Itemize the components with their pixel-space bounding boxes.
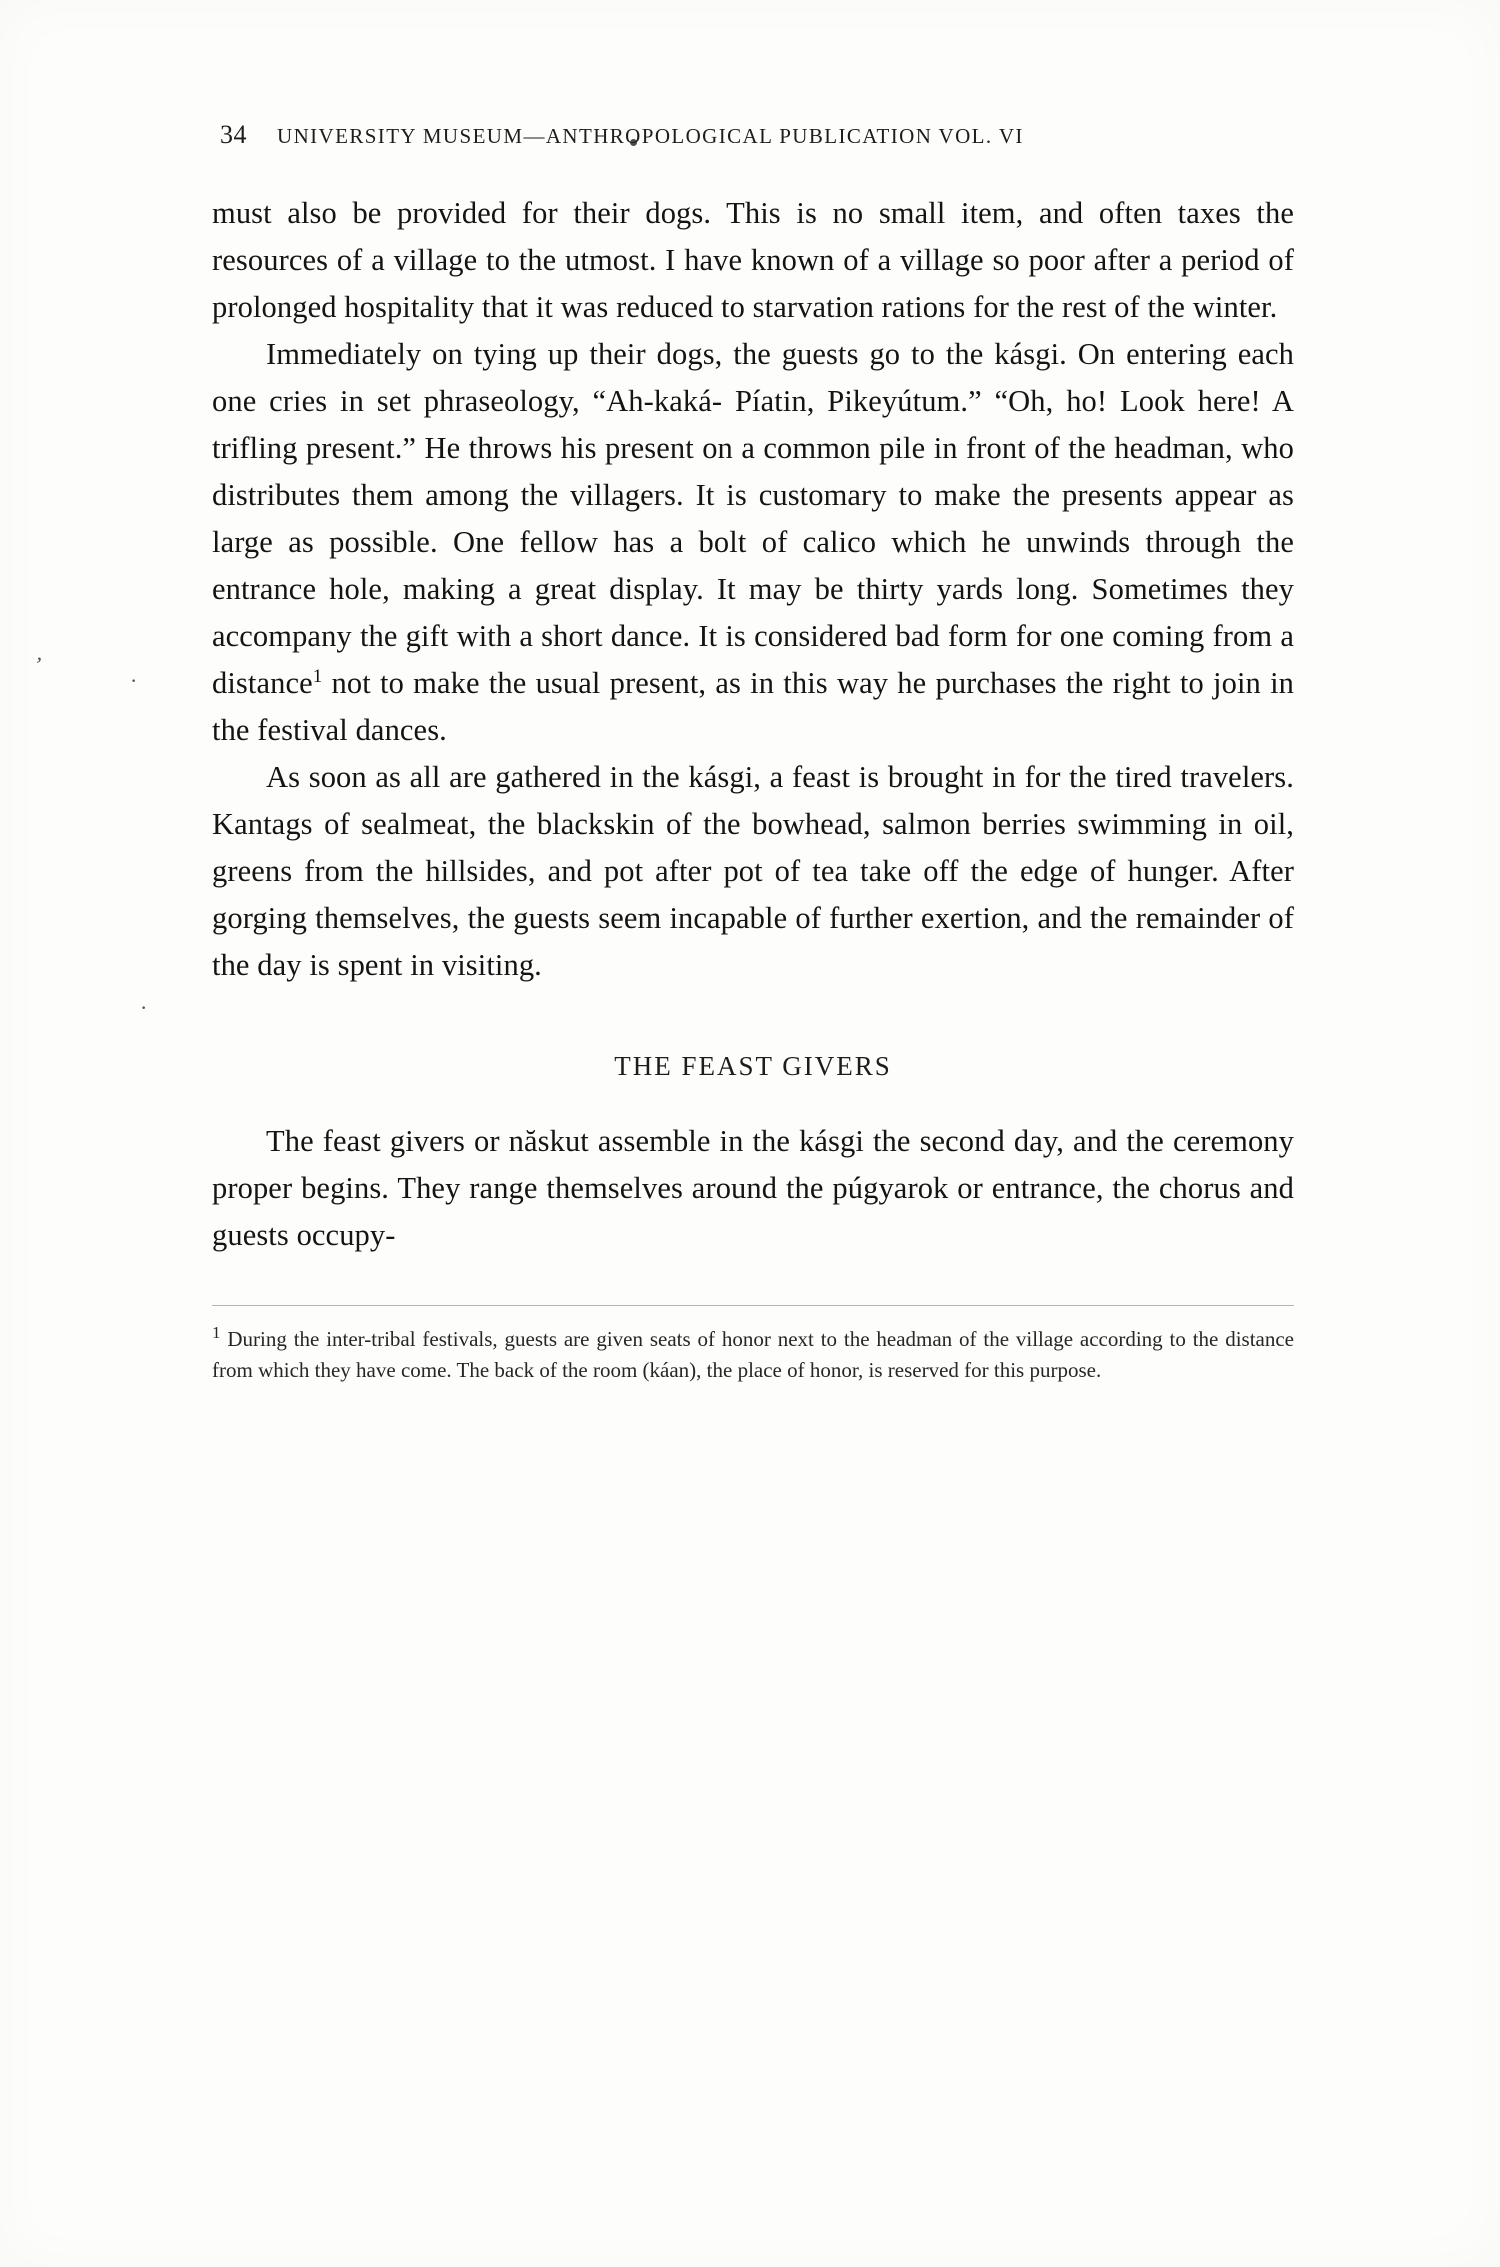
page-number: 34 <box>220 120 247 149</box>
running-head-title: UNIVERSITY MUSEUM—ANTHROPOLOGICAL PUBLICATION VOL. VI <box>277 124 1024 148</box>
footnote-reference-1: 1 <box>312 665 323 687</box>
margin-mark-dot-lower: · <box>140 995 148 1020</box>
footnote-1 <box>212 1324 1294 1386</box>
paragraph-2-text-before-note: Immediately on tying up their dogs, the guests go to the kásgi. On entering each one cries in set phraseology, “Ah-kaká- Píatin, Pikeyútum.” “Oh, ho! Look here! A trifling present.” He throws his present on a common pile in front of the headman, who distributes them among the villagers. It is customary to make the presents appear as large as possible. One fellow has a bolt of calico which he unwinds through the entrance hole, making a great display. It may be thirty yards long. Sometimes they accompany the gift with a short dance. It is considered bad form for one coming from a distance <box>212 337 1294 700</box>
page-content <box>212 120 1294 1386</box>
margin-mark-comma: , <box>35 639 47 666</box>
footnote-divider <box>212 1305 1294 1306</box>
paragraph-3: As soon as all are gathered in the kásgi, a feast is brought in for the tired travelers. Kantags of sealmeat, the blackskin of the bowhead, salmon berries swimming in oil, greens from the hillsides, and pot after pot of tea take off the edge of hunger. After gorging themselves, the guests seem incapable of further exertion, and the remainder of the day is spent in visiting. <box>212 760 1294 982</box>
footnote-marker: 1 <box>212 1323 221 1342</box>
section-heading: THE FEAST GIVERS <box>614 1051 892 1081</box>
paragraph-2 <box>212 331 1294 754</box>
running-head <box>212 120 1294 150</box>
footnote-text: During the inter-tribal festivals, guests are given seats of honor next to the headman of the village according to the distance from which they have come. The back of the room (káan), the place of honor, is reserved for this purpose. <box>212 1327 1294 1382</box>
margin-mark-dot-upper: · <box>130 668 138 693</box>
paragraph-4: The feast givers or năskut assemble in the kásgi the second day, and the ceremony proper begins. They range themselves around the púgyarok or entrance, the chorus and guests occupy- <box>212 1124 1294 1252</box>
paragraph-1: must also be provided for their dogs. This is no small item, and often taxes the resources of a village to the utmost. I have known of a village so poor after a period of prolonged hospitality that it was reduced to starvation rations for the rest of the winter. <box>212 196 1294 324</box>
paragraph-2-text-after-note: not to make the usual present, as in this way he purchases the right to join in the festival dances. <box>212 666 1294 747</box>
